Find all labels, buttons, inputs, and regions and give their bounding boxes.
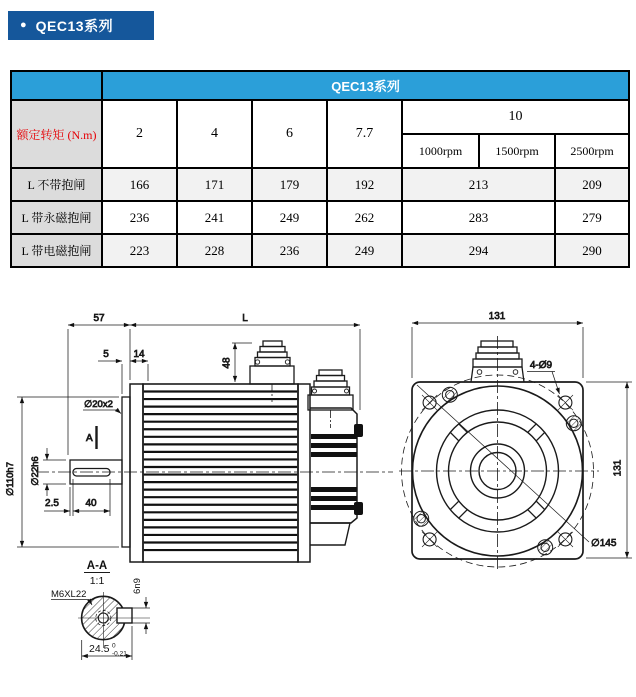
table-cell: 249 bbox=[327, 234, 402, 267]
table-cell: 249 bbox=[252, 201, 327, 234]
power-connector-side bbox=[250, 341, 294, 402]
table-cell: 236 bbox=[252, 234, 327, 267]
section-scale: 1:1 bbox=[89, 575, 105, 587]
table-cell: 192 bbox=[327, 168, 402, 201]
dim-4xO9: 4-Ø9 bbox=[529, 360, 553, 371]
table-cell: 283 bbox=[402, 201, 555, 234]
dim-40: 40 bbox=[85, 498, 97, 509]
table-cell: 279 bbox=[555, 201, 629, 234]
front-view-dimensions bbox=[412, 311, 632, 558]
dim-145: ∅145 bbox=[591, 538, 617, 549]
dim-14: 14 bbox=[133, 349, 145, 360]
bullet-icon: ● bbox=[20, 19, 27, 31]
torque-col-6: 6 bbox=[252, 100, 327, 168]
torque-col-4: 4 bbox=[177, 100, 252, 168]
dim-24-5-tol-lower: -0.21 bbox=[112, 650, 127, 658]
table-cell: 241 bbox=[177, 201, 252, 234]
front-plate bbox=[130, 384, 143, 562]
spec-table bbox=[10, 70, 630, 268]
rear-heatsink-fins bbox=[311, 424, 363, 515]
row-label-perm-magnet-brake: L 带永磁抱闸 bbox=[11, 201, 102, 234]
table-cell: 179 bbox=[252, 168, 327, 201]
dim-6n9: 6n9 bbox=[132, 578, 143, 594]
dim-131-width: 131 bbox=[488, 311, 506, 322]
torque-col-7-7: 7.7 bbox=[327, 100, 402, 168]
dim-5: 5 bbox=[103, 349, 109, 360]
table-cell: 228 bbox=[177, 234, 252, 267]
table-series-header: QEC13系列 bbox=[102, 71, 629, 100]
dim-20x2: ∅20x2 bbox=[84, 399, 113, 410]
keyway-cut bbox=[117, 608, 132, 623]
dim-131-height: 131 bbox=[612, 459, 624, 477]
torque-col-2: 2 bbox=[102, 100, 177, 168]
table-row bbox=[11, 234, 629, 267]
dim-110h7: ∅110h7 bbox=[5, 462, 16, 496]
dim-22h6: ∅22h6 bbox=[30, 456, 41, 486]
table-cell: 236 bbox=[102, 201, 177, 234]
torque-col-10: 10 bbox=[402, 100, 629, 134]
table-cell: 290 bbox=[555, 234, 629, 267]
table-cell: 171 bbox=[177, 168, 252, 201]
dim-48: 48 bbox=[221, 357, 233, 369]
table-cell: 262 bbox=[327, 201, 402, 234]
row-label-electromagnet-brake: L 带电磁抱闸 bbox=[11, 234, 102, 267]
page-title: QEC13系列 bbox=[35, 17, 114, 34]
section-mark-A: A bbox=[86, 433, 93, 444]
table-row bbox=[11, 168, 629, 201]
side-view bbox=[5, 313, 393, 562]
section-a-a bbox=[51, 560, 150, 660]
table-cell: 213 bbox=[402, 168, 555, 201]
dim-57: 57 bbox=[93, 313, 105, 324]
table-cell: 294 bbox=[402, 234, 555, 267]
table-row bbox=[11, 201, 629, 234]
rpm-col-1000: 1000rpm bbox=[402, 134, 479, 168]
motor-fins bbox=[144, 392, 297, 551]
table-corner-cell bbox=[11, 71, 102, 100]
table-cell: 209 bbox=[555, 168, 629, 201]
series-title-banner bbox=[8, 11, 154, 40]
encoder-connector-side bbox=[308, 370, 353, 428]
dim-24-5-tol-upper: 0 bbox=[112, 642, 116, 650]
front-view bbox=[399, 311, 632, 572]
table-cell: 223 bbox=[102, 234, 177, 267]
body-end-band bbox=[298, 384, 310, 562]
row-label-no-brake: L 不带抱闸 bbox=[11, 168, 102, 201]
dim-2-5: 2.5 bbox=[45, 498, 59, 509]
rear-end-cap bbox=[310, 523, 350, 545]
rated-torque-header: 额定转矩 (N.m) bbox=[11, 100, 102, 168]
motor-dimension-drawing bbox=[0, 290, 636, 697]
thread-label: M6XL22 bbox=[51, 589, 87, 600]
rpm-col-2500: 2500rpm bbox=[555, 134, 629, 168]
dim-L: L bbox=[242, 313, 248, 324]
rpm-col-1500: 1500rpm bbox=[479, 134, 555, 168]
dim-24-5: 24.5 bbox=[89, 643, 110, 655]
table-cell: 166 bbox=[102, 168, 177, 201]
section-title: A-A bbox=[86, 560, 108, 572]
